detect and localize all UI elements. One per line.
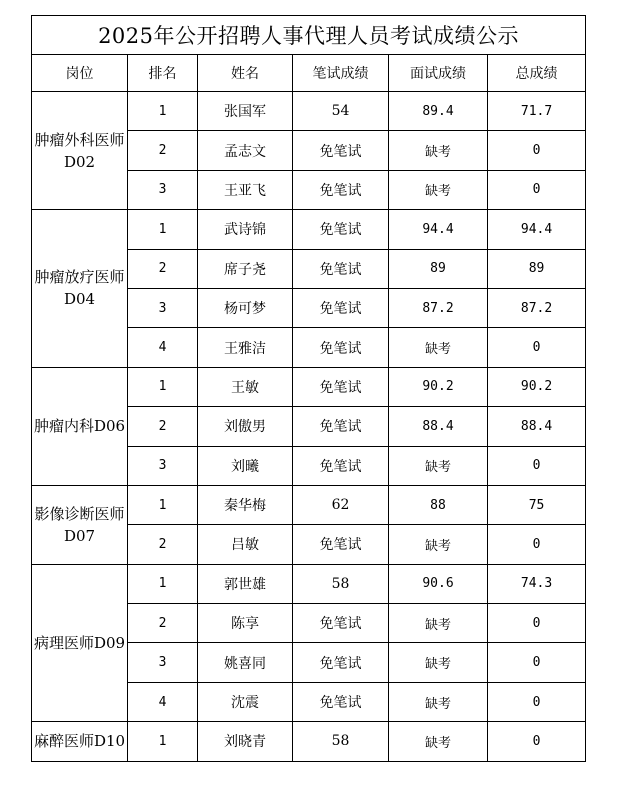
written-score-cell: 免笔试 — [293, 170, 389, 209]
total-score-cell: 75 — [488, 485, 586, 524]
interview-score-cell: 缺考 — [389, 682, 488, 721]
total-score-cell: 0 — [488, 446, 586, 485]
interview-score-cell: 缺考 — [389, 328, 488, 367]
rank-cell: 1 — [128, 485, 198, 524]
position-cell: 影像诊断医师D07 — [32, 485, 128, 564]
written-score-cell: 免笔试 — [293, 131, 389, 170]
table-row — [32, 92, 586, 131]
written-score-cell: 58 — [293, 722, 389, 761]
name-cell: 王敏 — [198, 367, 293, 406]
total-score-cell: 89 — [488, 249, 586, 288]
name-cell: 武诗锦 — [198, 210, 293, 249]
page-title: 2025年公开招聘人事代理人员考试成绩公示 — [32, 16, 586, 55]
total-score-cell: 0 — [488, 525, 586, 564]
interview-score-cell: 缺考 — [389, 525, 488, 564]
total-score-cell: 0 — [488, 643, 586, 682]
name-cell: 吕敏 — [198, 525, 293, 564]
interview-score-cell: 缺考 — [389, 170, 488, 209]
total-score-cell: 0 — [488, 604, 586, 643]
written-score-cell: 免笔试 — [293, 288, 389, 327]
name-cell: 刘傲男 — [198, 407, 293, 446]
interview-score-cell: 90.2 — [389, 367, 488, 406]
interview-score-cell: 缺考 — [389, 643, 488, 682]
rank-cell: 3 — [128, 288, 198, 327]
name-cell: 张国军 — [198, 92, 293, 131]
written-score-cell: 62 — [293, 485, 389, 524]
written-score-cell: 58 — [293, 564, 389, 603]
rank-cell: 2 — [128, 407, 198, 446]
total-score-cell: 88.4 — [488, 407, 586, 446]
written-score-cell: 免笔试 — [293, 210, 389, 249]
header-row — [32, 55, 586, 92]
written-score-cell: 免笔试 — [293, 643, 389, 682]
position-cell: 肿瘤放疗医师D04 — [32, 210, 128, 368]
total-score-cell: 90.2 — [488, 367, 586, 406]
table-row — [32, 722, 586, 761]
total-score-cell: 94.4 — [488, 210, 586, 249]
written-score-cell: 免笔试 — [293, 407, 389, 446]
written-score-cell: 免笔试 — [293, 525, 389, 564]
column-header-rank: 排名 — [128, 55, 198, 92]
name-cell: 陈享 — [198, 604, 293, 643]
interview-score-cell: 89.4 — [389, 92, 488, 131]
rank-cell: 2 — [128, 131, 198, 170]
rank-cell: 1 — [128, 564, 198, 603]
total-score-cell: 87.2 — [488, 288, 586, 327]
rank-cell: 2 — [128, 249, 198, 288]
written-score-cell: 54 — [293, 92, 389, 131]
name-cell: 刘晓青 — [198, 722, 293, 761]
position-cell: 肿瘤外科医师D02 — [32, 92, 128, 210]
interview-score-cell: 88 — [389, 485, 488, 524]
interview-score-cell: 90.6 — [389, 564, 488, 603]
rank-cell: 1 — [128, 367, 198, 406]
column-header-interview: 面试成绩 — [389, 55, 488, 92]
written-score-cell: 免笔试 — [293, 328, 389, 367]
written-score-cell: 免笔试 — [293, 249, 389, 288]
written-score-cell: 免笔试 — [293, 367, 389, 406]
written-score-cell: 免笔试 — [293, 604, 389, 643]
rank-cell: 3 — [128, 643, 198, 682]
name-cell: 沈震 — [198, 682, 293, 721]
column-header-name: 姓名 — [198, 55, 293, 92]
interview-score-cell: 缺考 — [389, 446, 488, 485]
rank-cell: 1 — [128, 92, 198, 131]
table-row — [32, 210, 586, 249]
name-cell: 姚喜同 — [198, 643, 293, 682]
name-cell: 杨可梦 — [198, 288, 293, 327]
rank-cell: 4 — [128, 328, 198, 367]
total-score-cell: 0 — [488, 131, 586, 170]
total-score-cell: 0 — [488, 722, 586, 761]
written-score-cell: 免笔试 — [293, 446, 389, 485]
position-cell: 肿瘤内科D06 — [32, 367, 128, 485]
name-cell: 孟志文 — [198, 131, 293, 170]
interview-score-cell: 88.4 — [389, 407, 488, 446]
interview-score-cell: 87.2 — [389, 288, 488, 327]
name-cell: 王亚飞 — [198, 170, 293, 209]
interview-score-cell: 缺考 — [389, 131, 488, 170]
total-score-cell: 74.3 — [488, 564, 586, 603]
rank-cell: 4 — [128, 682, 198, 721]
column-header-position: 岗位 — [32, 55, 128, 92]
rank-cell: 2 — [128, 604, 198, 643]
name-cell: 刘曦 — [198, 446, 293, 485]
rank-cell: 3 — [128, 170, 198, 209]
total-score-cell: 0 — [488, 682, 586, 721]
rank-cell: 3 — [128, 446, 198, 485]
rank-cell: 1 — [128, 210, 198, 249]
name-cell: 席子尧 — [198, 249, 293, 288]
results-table — [31, 15, 586, 762]
table-row — [32, 564, 586, 603]
interview-score-cell: 缺考 — [389, 604, 488, 643]
interview-score-cell: 89 — [389, 249, 488, 288]
name-cell: 秦华梅 — [198, 485, 293, 524]
name-cell: 郭世雄 — [198, 564, 293, 603]
total-score-cell: 0 — [488, 170, 586, 209]
rank-cell: 2 — [128, 525, 198, 564]
written-score-cell: 免笔试 — [293, 682, 389, 721]
results-body — [32, 92, 586, 762]
position-cell: 病理医师D09 — [32, 564, 128, 722]
title-row — [32, 16, 586, 55]
position-cell: 麻醉医师D10 — [32, 722, 128, 761]
total-score-cell: 0 — [488, 328, 586, 367]
table-row — [32, 485, 586, 524]
column-header-written: 笔试成绩 — [293, 55, 389, 92]
rank-cell: 1 — [128, 722, 198, 761]
total-score-cell: 71.7 — [488, 92, 586, 131]
interview-score-cell: 缺考 — [389, 722, 488, 761]
column-header-total: 总成绩 — [488, 55, 586, 92]
interview-score-cell: 94.4 — [389, 210, 488, 249]
table-row — [32, 367, 586, 406]
name-cell: 王雅洁 — [198, 328, 293, 367]
